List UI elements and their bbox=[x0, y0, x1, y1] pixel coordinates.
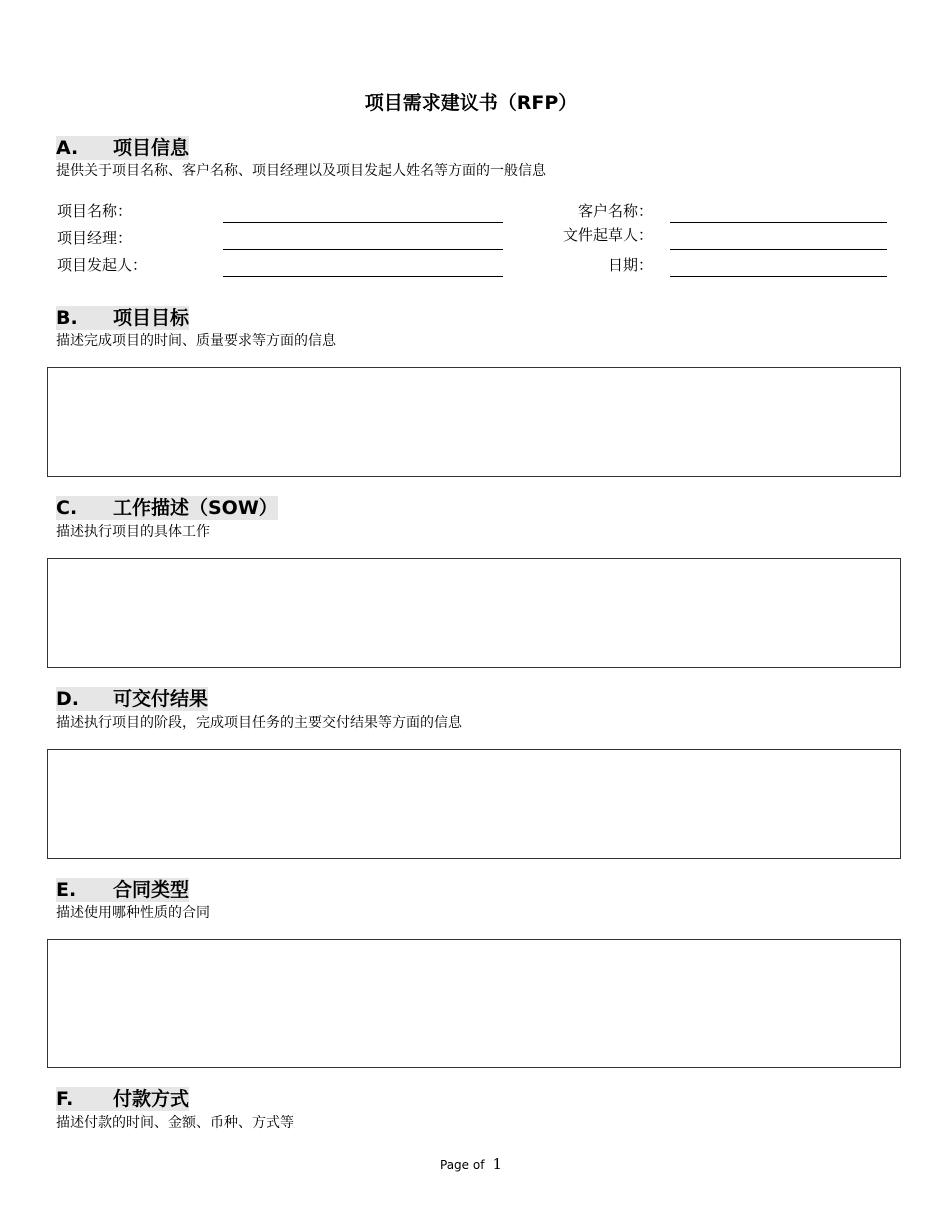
deliverables-textbox[interactable] bbox=[47, 749, 901, 859]
section-letter: B. bbox=[56, 307, 78, 329]
page-number: 1 bbox=[492, 1155, 502, 1173]
section-letter: A. bbox=[56, 137, 79, 159]
section-e-description: 描述使用哪种性质的合同 bbox=[56, 905, 210, 921]
section-name: 项目信息 bbox=[113, 137, 190, 159]
project-objectives-textbox[interactable] bbox=[47, 367, 901, 477]
project-name-label: 项目名称： bbox=[57, 202, 133, 220]
section-name: 工作描述（SOW） bbox=[113, 497, 278, 519]
section-f-description: 描述付款的时间、金额、币种、方式等 bbox=[56, 1115, 294, 1131]
section-letter: C. bbox=[56, 497, 78, 519]
page-title: 项目需求建议书（RFP） bbox=[364, 92, 578, 114]
document-drafter-label: 文件起草人： bbox=[562, 226, 653, 244]
project-manager-label: 项目经理： bbox=[57, 229, 133, 247]
section-c-heading bbox=[56, 496, 278, 520]
section-b-heading bbox=[56, 306, 189, 330]
section-c-description: 描述执行项目的具体工作 bbox=[56, 524, 210, 540]
section-name: 可交付结果 bbox=[113, 688, 209, 710]
section-b-description: 描述完成项目的时间、质量要求等方面的信息 bbox=[56, 333, 336, 349]
document-drafter-field[interactable] bbox=[670, 249, 887, 250]
client-name-field[interactable] bbox=[670, 222, 887, 223]
section-f-heading bbox=[56, 1087, 189, 1111]
statement-of-work-textbox[interactable] bbox=[47, 558, 901, 668]
section-e-heading bbox=[56, 878, 189, 902]
section-a-heading bbox=[56, 136, 189, 160]
contract-type-textbox[interactable] bbox=[47, 939, 901, 1068]
section-d-heading bbox=[56, 687, 208, 711]
project-name-field[interactable] bbox=[223, 222, 503, 223]
project-manager-field[interactable] bbox=[223, 249, 503, 250]
date-field[interactable] bbox=[670, 276, 887, 277]
client-name-label: 客户名称： bbox=[577, 202, 653, 220]
date-label: 日期： bbox=[607, 256, 653, 274]
section-letter: D. bbox=[56, 688, 79, 710]
section-d-description: 描述执行项目的阶段，完成项目任务的主要交付结果等方面的信息 bbox=[56, 715, 462, 731]
page-label: Page of bbox=[440, 1158, 485, 1172]
section-a-description: 提供关于项目名称、客户名称、项目经理以及项目发起人姓名等方面的一般信息 bbox=[56, 163, 546, 179]
project-sponsor-label: 项目发起人： bbox=[57, 256, 148, 274]
section-letter: E. bbox=[56, 879, 77, 901]
project-sponsor-field[interactable] bbox=[223, 276, 503, 277]
section-name: 项目目标 bbox=[113, 307, 190, 329]
section-name: 付款方式 bbox=[113, 1088, 190, 1110]
section-letter: F. bbox=[56, 1088, 74, 1110]
section-name: 合同类型 bbox=[113, 879, 190, 901]
page-footer bbox=[0, 1155, 942, 1173]
